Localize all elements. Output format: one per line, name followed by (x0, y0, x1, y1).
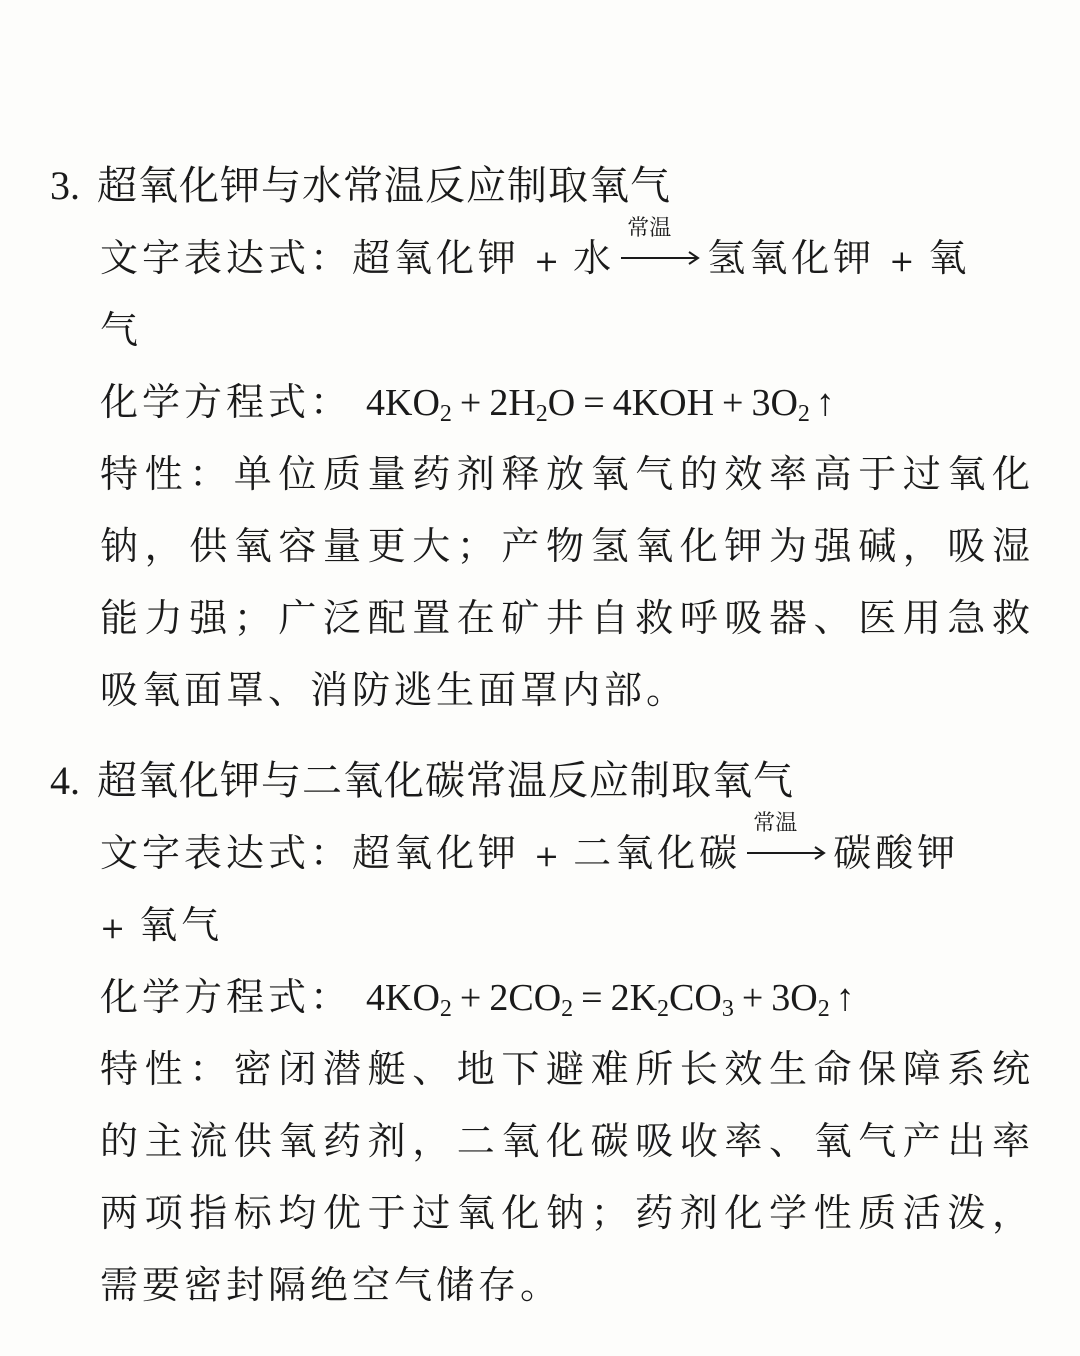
word-product: 碳酸钾 (833, 831, 960, 875)
chemical-equation (366, 382, 835, 427)
property-line: 钠，供氧容量更大；产物氢氧化钾为强碱，吸湿 (100, 524, 1030, 568)
section-number: 4. (50, 758, 80, 803)
eq-subscript: 2 (817, 996, 830, 1022)
eq-plus: + (722, 382, 744, 424)
word-product: 气 (100, 308, 143, 352)
word-equation-line (100, 810, 1030, 889)
eq-equals: = (583, 382, 605, 424)
reaction-arrow (747, 810, 827, 877)
word-equation-label: 文字表达式： (100, 236, 353, 280)
word-equation-line (100, 215, 1030, 294)
eq-plus: + (741, 977, 764, 1019)
chemical-equation (366, 977, 855, 1022)
property-line: 特性：单位质量药剂释放氧气的效率高于过氧化 (100, 452, 1030, 496)
section-3 (0, 150, 1080, 726)
reaction-arrow (621, 215, 701, 282)
section-title: 超氧化钾与二氧化碳常温反应制取氧气 (97, 758, 794, 804)
word-product: 氢氧化钾 (707, 236, 876, 280)
section-title: 超氧化钾与水常温反应制取氧气 (97, 163, 671, 209)
eq-term: 4KO (366, 977, 440, 1019)
gas-up-arrow-icon: ↑ (815, 382, 835, 424)
right-arrow-icon (747, 845, 827, 861)
eq-subscript: 2 (439, 996, 452, 1022)
word-equation-line-cont (100, 889, 1030, 961)
eq-term: 2K (610, 977, 658, 1019)
eq-plus: + (459, 977, 482, 1019)
chemical-equation-label: 化学方程式： (100, 975, 353, 1019)
reaction-condition: 常温 (753, 810, 798, 836)
property-line: 的主流供氧药剂，二氧化碳吸收率、氧气产出率 (100, 1119, 1030, 1163)
eq-term: 2CO (489, 977, 562, 1019)
eq-equals: = (581, 977, 603, 1019)
plus-sign: + (889, 244, 915, 279)
eq-subscript: 3 (721, 996, 734, 1022)
chemical-equation-label: 化学方程式： (100, 380, 353, 424)
property-line: 需要密封隔绝空气储存。 (100, 1263, 563, 1307)
gas-up-arrow-icon: ↑ (835, 977, 855, 1019)
word-reactant: 二氧化碳 (573, 831, 742, 875)
eq-subscript: 2 (535, 401, 548, 427)
eq-plus: + (459, 382, 482, 424)
eq-subscript: 2 (657, 996, 670, 1022)
property-line: 吸氧面罩、消防逃生面罩内部。 (100, 668, 689, 712)
property-line: 特性：密闭潜艇、地下避难所长效生命保障系统 (100, 1047, 1030, 1091)
chemical-equation-line (100, 961, 1030, 1033)
chemical-equation-line (100, 366, 1030, 438)
reaction-condition: 常温 (627, 215, 672, 241)
word-product: 氧 (928, 236, 971, 280)
eq-term: 4KO (366, 382, 440, 424)
eq-subscript: 2 (439, 401, 452, 427)
section-heading (0, 745, 1080, 817)
word-equation-line-cont (100, 294, 1030, 366)
property-line: 能力强；广泛配置在矿井自救呼吸器、医用急救 (100, 596, 1030, 640)
word-reactant: 水 (573, 236, 616, 280)
word-equation-label: 文字表达式： (100, 831, 353, 875)
eq-term: 3O (751, 382, 798, 424)
word-reactant: 超氧化钾 (352, 831, 521, 875)
word-reactant: 超氧化钾 (352, 236, 521, 280)
eq-subscript: 2 (561, 996, 574, 1022)
word-product: 氧气 (139, 903, 224, 947)
eq-term: CO (669, 977, 722, 1019)
eq-subscript: 2 (797, 401, 810, 427)
property-line: 两项指标均优于过氧化钠；药剂化学性质活泼， (100, 1191, 1030, 1235)
plus-sign: + (100, 911, 126, 946)
eq-term: 4KOH (612, 382, 715, 424)
section-4 (0, 745, 1080, 1321)
eq-term: O (547, 382, 576, 424)
plus-sign: + (534, 244, 560, 279)
section-heading (0, 150, 1080, 222)
eq-term: 2H (489, 382, 536, 424)
plus-sign: + (534, 839, 560, 874)
right-arrow-icon (621, 250, 701, 266)
section-number: 3. (50, 163, 80, 208)
eq-term: 3O (771, 977, 818, 1019)
